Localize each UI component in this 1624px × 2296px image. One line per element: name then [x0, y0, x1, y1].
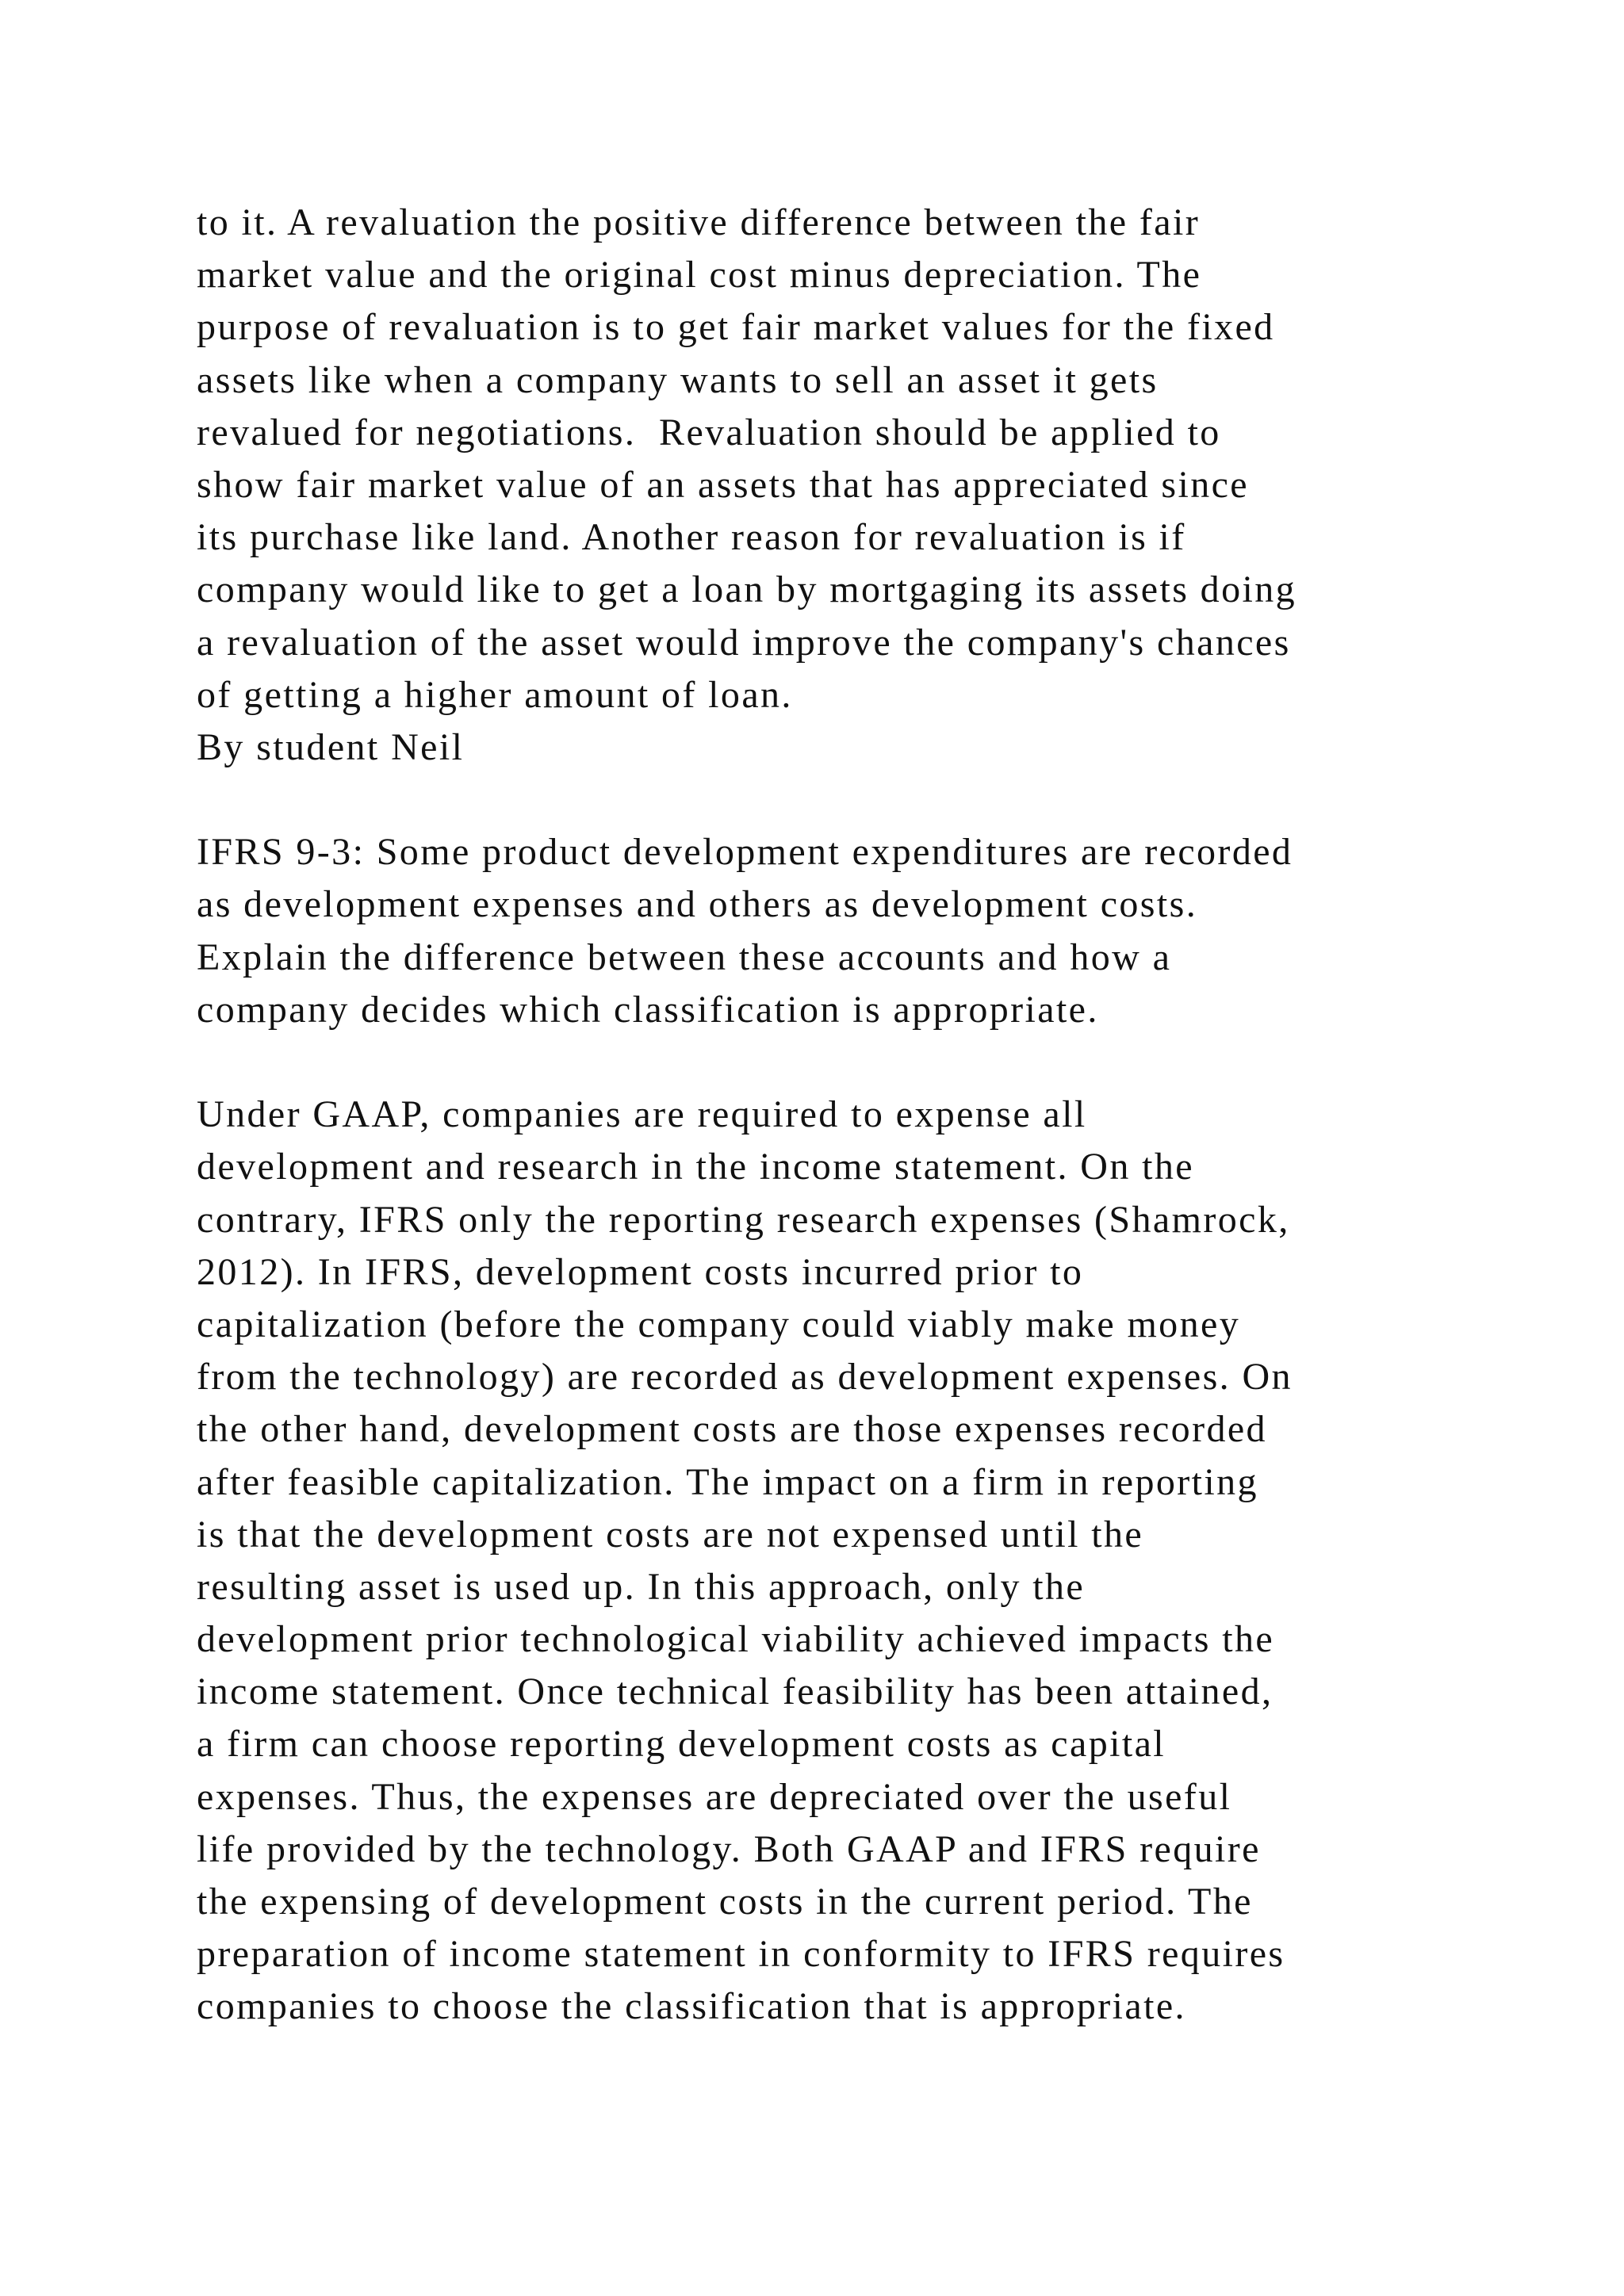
document-body	[197, 197, 1465, 2034]
text-line: revalued for negotiations. Revaluation should be applied to	[197, 411, 1221, 453]
text-line: as development expenses and others as development costs.	[197, 883, 1198, 926]
text-line: market value and the original cost minus depreciation. The	[197, 254, 1202, 297]
text-line: of getting a higher amount of loan.	[197, 673, 793, 716]
text-line: show fair market value of an assets that has appreciated since	[197, 463, 1250, 506]
author-signature: By student Neil	[197, 725, 465, 768]
text-line: preparation of income statement in conformity to IFRS requires	[197, 1933, 1285, 1976]
revaluation-paragraph	[197, 197, 1465, 721]
text-line: income statement. Once technical feasibility has been attained,	[197, 1670, 1274, 1713]
text-line: assets like when a company wants to sell an asset it gets	[197, 358, 1159, 401]
text-line: companies to choose the classification that is appropriate.	[197, 1985, 1186, 2028]
text-line: from the technology) are recorded as development expenses. On	[197, 1356, 1293, 1399]
answer-paragraph	[197, 1089, 1465, 2033]
text-line: a firm can choose reporting development costs as capital	[197, 1723, 1166, 1766]
text-line: life provided by the technology. Both GAAP and IFRS require	[197, 1827, 1261, 1870]
text-line: to it. A revaluation the positive difference between the fair	[197, 201, 1201, 243]
text-line: the other hand, development costs are those expenses recorded	[197, 1408, 1267, 1451]
text-line: after feasible capitalization. The impact on a firm in reporting	[197, 1460, 1258, 1503]
text-line: development and research in the income statement. On the	[197, 1146, 1194, 1188]
text-line: contrary, IFRS only the reporting research expenses (Shamrock,	[197, 1198, 1290, 1241]
text-line: IFRS 9-3: Some product development expenditures are recorded	[197, 831, 1293, 874]
text-line: its purchase like land. Another reason for revaluation is if	[197, 516, 1186, 559]
text-line: 2012). In IFRS, development costs incurred prior to	[197, 1250, 1084, 1293]
text-line: a revaluation of the asset would improve the company's chances	[197, 621, 1291, 664]
paragraph-spacer	[197, 1036, 1465, 1089]
text-line: resulting asset is used up. In this approach, only the	[197, 1565, 1086, 1608]
text-line: is that the development costs are not expensed until the	[197, 1513, 1144, 1556]
text-line: development prior technological viability achieved impacts the	[197, 1618, 1275, 1661]
text-line: the expensing of development costs in the current period. The	[197, 1881, 1253, 1923]
text-line: Under GAAP, companies are required to expense all	[197, 1093, 1087, 1136]
paragraph-spacer	[197, 774, 1465, 826]
text-line: purpose of revaluation is to get fair market values for the fixed	[197, 306, 1275, 349]
text-line: company would like to get a loan by mortgaging its assets doing	[197, 568, 1297, 611]
text-line: Explain the difference between these accounts and how a	[197, 936, 1172, 978]
text-line: expenses. Thus, the expenses are depreciated over the useful	[197, 1775, 1232, 1818]
text-line: capitalization (before the company could viably make money	[197, 1303, 1241, 1345]
text-line: company decides which classification is appropriate.	[197, 988, 1099, 1031]
question-paragraph	[197, 826, 1465, 1036]
